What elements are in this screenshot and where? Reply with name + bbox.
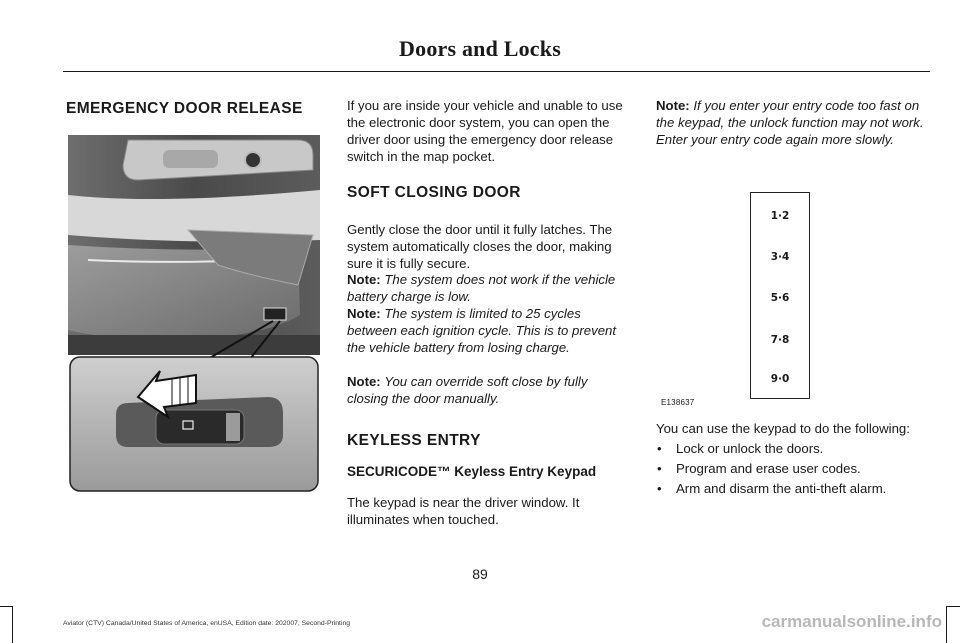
soft-close-paragraph: Gently close the door until it fully latches. The system automatically closes the door, making sure it is fully secure. [347, 222, 613, 271]
page-number: 89 [472, 566, 488, 582]
securicode-keypad-heading: SECURICODE™ Keyless Entry Keypad [347, 464, 597, 479]
keypad-uses-list [656, 440, 936, 500]
note-override [347, 373, 627, 407]
note-text: The system is limited to 25 cycles between each ignition cycle. This is to prevent the vehicle battery from losing charge. [347, 306, 617, 355]
note-cycles [347, 305, 627, 356]
keyless-entry-heading: KEYLESS ENTRY [347, 432, 481, 449]
note-entry-code [656, 97, 932, 148]
keypad-key-1-2: 1·2 [770, 210, 790, 222]
watermark: carmanualsonline.info [761, 612, 942, 631]
emergency-door-release-heading: EMERGENCY DOOR RELEASE [66, 100, 303, 117]
soft-closing-door-heading: SOFT CLOSING DOOR [347, 184, 521, 201]
emergency-release-paragraph: If you are inside your vehicle and unable to use the electronic door system, you can open the driver door using the emergency door release switch in the map pocket. [347, 98, 623, 164]
crop-mark [947, 606, 960, 607]
keypad-key-3-4: 3·4 [770, 251, 790, 263]
keypad-location-paragraph: The keypad is near the driver window. It illuminates when touched. [347, 495, 580, 527]
note-text: You can override soft close by fully closing the door manually. [347, 374, 588, 406]
keypad-key-9-0: 9·0 [770, 373, 790, 385]
note-battery [347, 271, 617, 305]
crop-mark [12, 606, 13, 643]
note-label: Note: [656, 98, 694, 113]
keypad-figure [750, 192, 810, 399]
door-release-illustration [68, 135, 320, 495]
keypad-key-5-6: 5·6 [770, 292, 790, 304]
keypad-key-7-8: 7·8 [770, 334, 790, 346]
crop-mark [0, 606, 12, 607]
note-label: Note: [347, 374, 385, 389]
header-rule [63, 71, 930, 72]
page-header-title: Doors and Locks [399, 36, 561, 61]
note-text: If you enter your entry code too fast on the keypad, the unlock function may not work. Enter your entry code again more slowly. [656, 98, 924, 147]
keypad-figure-code: E138637 [661, 398, 695, 407]
list-item: • Arm and disarm the anti-theft alarm. [656, 480, 936, 497]
note-text: The system does not work if the vehicle battery charge is low. [347, 272, 616, 304]
list-item: • Lock or unlock the doors. [656, 440, 936, 457]
note-label: Note: [347, 306, 385, 321]
edition-footer: Aviator (CTV) Canada/United States of America, enUSA, Edition date: 202007, Second-Printing [63, 620, 351, 627]
crop-mark [946, 606, 947, 643]
note-label: Note: [347, 272, 385, 287]
door-panel-figure [68, 135, 320, 495]
keypad-uses-intro: You can use the keypad to do the following: [656, 421, 910, 436]
list-item: • Program and erase user codes. [656, 460, 936, 477]
